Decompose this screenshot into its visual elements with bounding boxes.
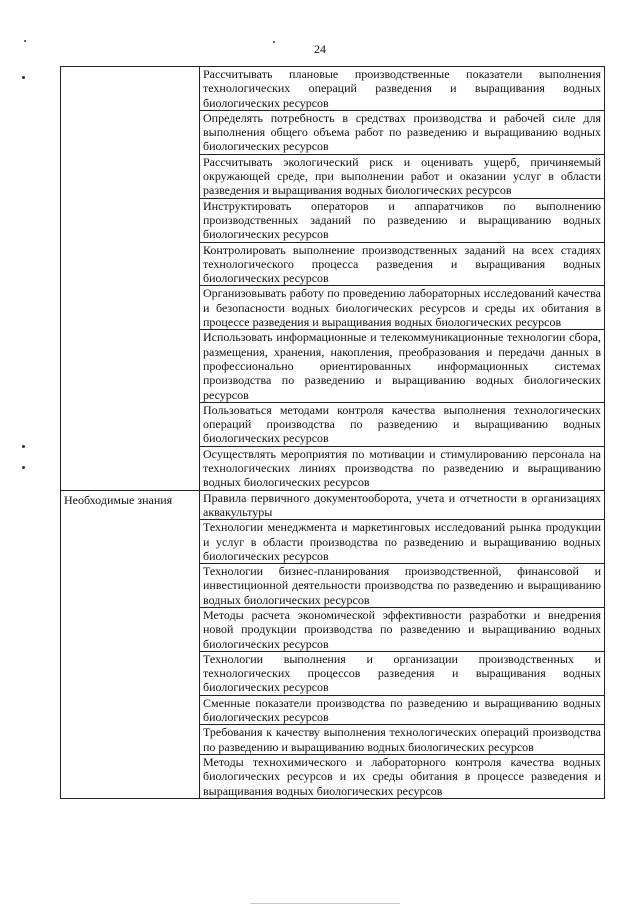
requirement-item: Рассчитывать плановые производственные показатели выполнения технологических операций разведения и выращивания водных биологических ресурсов (200, 67, 605, 111)
requirement-item: Инструктировать операторов и аппаратчиков по выполнению производственных заданий по разведению и выращиванию водных биологических ресурсов (200, 198, 605, 242)
requirement-item: Технологии выполнения и организации производственных и технологических процессов разведения и выращивания водных биологических ресурсов (200, 651, 605, 695)
requirement-item: Требования к качеству выполнения технологических операций производства по разведению и выращиванию водных биологических ресурсов (200, 725, 605, 755)
requirement-item: Сменные показатели производства по разведению и выращиванию водных биологических ресурсов (200, 695, 605, 725)
requirement-item: Использовать информационные и телекоммуникационные технологии сбора, размещения, хранения, накопления, преобразования и передачи данных в профессионально ориентированных информационных системах производства по разведению и выращиванию водных биологических ресурсов (200, 330, 605, 402)
competency-table (60, 66, 605, 799)
requirement-item: Методы расчета экономической эффективности разработки и внедрения новой продукции производства по разведению и выращиванию водных биологических ресурсов (200, 607, 605, 651)
requirement-item: Технологии бизнес-планирования производственной, финансовой и инвестиционной деятельности производства по разведению и выращиванию водных биологических ресурсов (200, 564, 605, 608)
section-label (61, 67, 200, 491)
requirement-item: Пользоваться методами контроля качества выполнения технологических операций производства по разведению и выращиванию водных биологических ресурсов (200, 402, 605, 446)
requirement-item: Организовывать работу по проведению лабораторных исследований качества и безопасности водных биологических ресурсов и среды их обитания в процессе разведения и выращивания водных биологических ресурсов (200, 286, 605, 330)
requirement-item: Рассчитывать экологический риск и оценивать ущерб, причиняемый окружающей среде, при выполнении работ и оказании услуг в области разведения и выращивания водных биологических ресурсов (200, 154, 605, 198)
scan-dot (24, 40, 26, 42)
requirement-item: Контролировать выполнение производственных заданий на всех стадиях технологического процесса разведения и выращивания водных биологических ресурсов (200, 242, 605, 286)
table-row (61, 490, 605, 520)
scan-dot (22, 466, 25, 469)
scan-dot (273, 41, 275, 43)
page-number: 24 (314, 42, 326, 56)
scan-edge (250, 903, 400, 904)
requirement-item: Осуществлять мероприятия по мотивации и стимулированию персонала на технологических линиях производства по разведению и выращиванию водных биологических ресурсов (200, 446, 605, 490)
section-label: Необходимые знания (61, 490, 200, 798)
requirement-item: Правила первичного документооборота, учета и отчетности в организациях аквакультуры (200, 490, 605, 520)
scan-dot (22, 445, 25, 448)
table-body (61, 67, 605, 799)
requirement-item: Методы технохимического и лабораторного контроля качества водных биологических ресурсов и их среды обитания в процессе разведения и выращивания водных биологических ресурсов (200, 754, 605, 798)
table-row (61, 67, 605, 111)
scan-dot (22, 76, 25, 79)
requirement-item: Определять потребность в средствах производства и рабочей силе для выполнения общего объема работ по разведению и выращиванию водных биологических ресурсов (200, 110, 605, 154)
requirement-item: Технологии менеджмента и маркетинговых исследований рынка продукции и услуг в области производства по разведению и выращиванию водных биологических ресурсов (200, 520, 605, 564)
